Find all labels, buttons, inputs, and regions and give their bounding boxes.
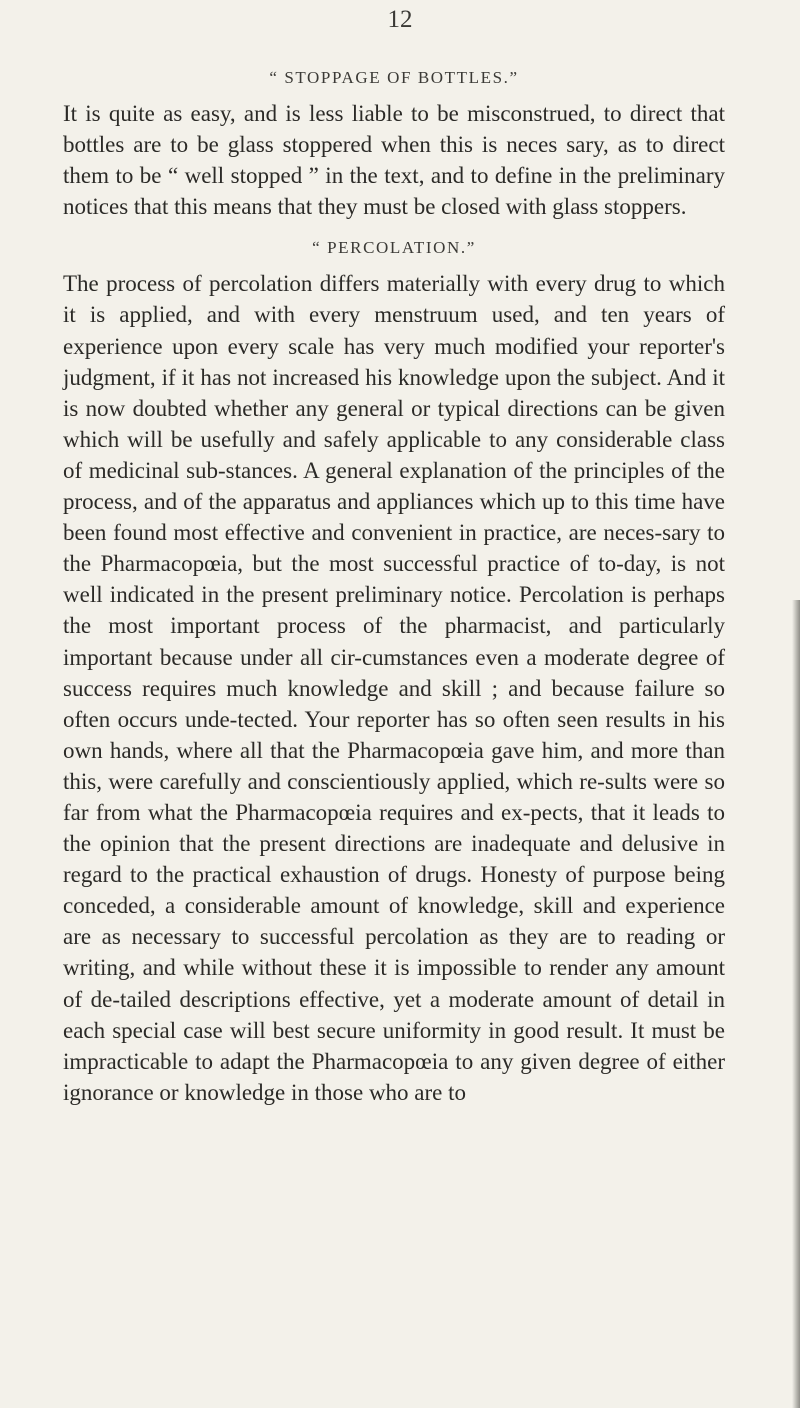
section-heading-percolation: “ PERCOLATION.”	[312, 238, 476, 258]
page-number: 12	[387, 6, 413, 33]
page-body	[63, 58, 725, 1108]
section-heading-stoppage: “ STOPPAGE OF BOTTLES.”	[269, 68, 519, 87]
paragraph-percolation: The process of percolation differs materially with every drug to which it is applied, and with every menstruum used, and ten years of experience upon every scale has very much modified your reporter's judgment, if it has not increased his knowledge upon the subject. And it is now doubted whether any general or typical directions can be given which will be usefully and safely applicable to any considerable class of medicinal sub-stances. A general explanation of the principles of the process, and of the apparatus and appliances which up to this time have been found most effective and convenient in practice, are neces-sary to the Pharmacopœia, but the most successful practice of to-day, is not well indicated in the present preliminary notice. Percolation is perhaps the most important process of the pharmacist, and particularly important because under all cir-cumstances even a moderate degree of success requires much knowledge and skill ; and because failure so often occurs unde-tected. Your reporter has so often seen results in his own hands, where all that the Pharmacopœia gave him, and more than this, were carefully and conscientiously applied, which re-sults were so far from what the Pharmacopœia requires and ex-pects, that it leads to the opinion that the present directions are inadequate and delusive in regard to the practical exhaustion of drugs. Honesty of purpose being conceded, a considerable amount of knowledge, skill and experience are as necessary to successful percolation as they are to reading or writing, and while without these it is impossible to render any amount of de-tailed descriptions effective, yet a moderate amount of detail in each special case will best secure uniformity in good result. It must be impracticable to adapt the Pharmacopœia to any given degree of either ignorance or knowledge in those who are to	[63, 271, 725, 1105]
page-edge-shadow	[792, 600, 800, 1408]
paragraph-stoppage: It is quite as easy, and is less liable to be misconstrued, to direct that bottles are to be glass stoppered when this is neces sary, as to direct them to be “ well stopped ” in the text, and to define in the preliminary notices that this means that they must be closed with glass stoppers.	[63, 101, 725, 220]
